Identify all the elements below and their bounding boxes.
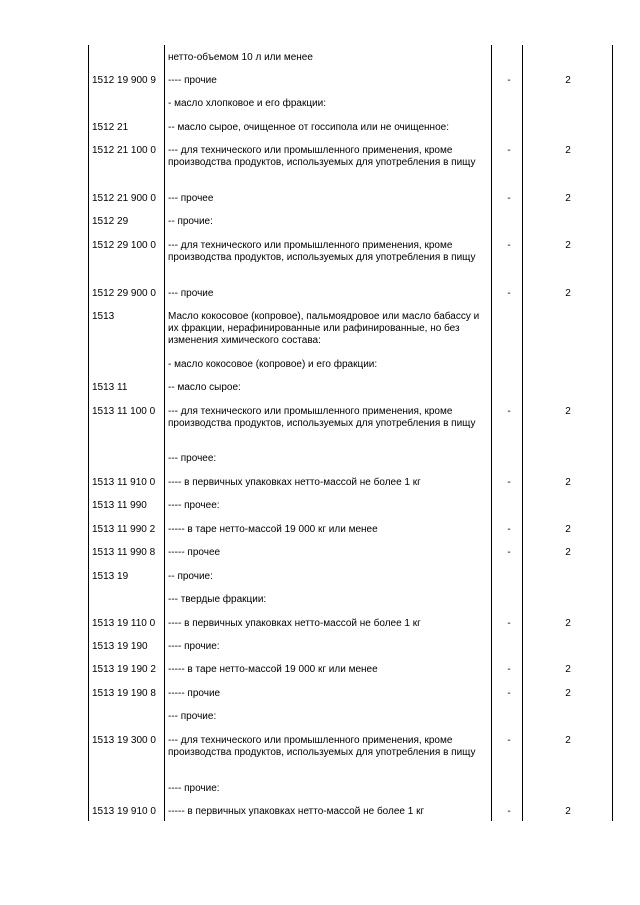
row-rate: 2 <box>565 75 571 86</box>
row-description: Масло кокосовое (копровое), пальмоядровое или масло бабассу и их фракции, нерафинированные или рафинированные, но без изменения химического состава: <box>168 311 480 346</box>
row-unit: - <box>507 75 511 86</box>
row-code: 1513 19 <box>92 571 129 582</box>
row-code: 1512 19 900 9 <box>92 75 156 86</box>
row-code: 1513 19 190 2 <box>92 664 156 675</box>
row-rate: 2 <box>565 688 571 699</box>
row-rate: 2 <box>565 664 571 675</box>
row-description: -- масло сырое: <box>168 382 241 393</box>
row-description: ----- в таре нетто-массой 19 000 кг или менее <box>168 524 378 535</box>
row-code: 1513 11 910 0 <box>92 477 156 488</box>
row-rate: 2 <box>565 477 571 488</box>
table-border-right <box>612 45 613 821</box>
row-description: --- прочие: <box>168 711 217 722</box>
row-description: -- масло сырое, очищенное от госсипола или не очищенное: <box>168 122 449 133</box>
row-rate: 2 <box>565 240 571 251</box>
row-unit: - <box>507 806 511 817</box>
row-description: --- для технического или промышленного применения, кроме производства продуктов, используемых для употребления в пищу <box>168 240 476 263</box>
row-description: ---- прочие: <box>168 783 220 794</box>
row-code: 1513 11 <box>92 382 128 393</box>
row-code: 1513 11 990 8 <box>92 547 156 558</box>
row-code: 1512 29 <box>92 216 129 227</box>
row-unit: - <box>507 193 511 204</box>
row-description: --- для технического или промышленного применения, кроме производства продуктов, используемых для употребления в пищу <box>168 735 476 758</box>
row-description: нетто-объемом 10 л или менее <box>168 52 313 63</box>
table-border-desc <box>491 45 492 821</box>
row-rate: 2 <box>565 618 571 629</box>
row-rate: 2 <box>565 145 571 156</box>
row-description: ----- в первичных упаковках нетто-массой не более 1 кг <box>168 806 425 817</box>
row-code: 1513 19 190 8 <box>92 688 156 699</box>
row-description: ---- в первичных упаковках нетто-массой не более 1 кг <box>168 477 421 488</box>
row-code: 1513 11 100 0 <box>92 406 156 417</box>
row-description: ---- прочее: <box>168 500 220 511</box>
row-description: ---- в первичных упаковках нетто-массой не более 1 кг <box>168 618 421 629</box>
row-unit: - <box>507 240 511 251</box>
row-code: 1513 11 990 2 <box>92 524 156 535</box>
row-description: - масло хлопковое и его фракции: <box>168 98 327 109</box>
row-description: ---- прочие <box>168 75 217 86</box>
row-code: 1513 19 110 0 <box>92 618 156 629</box>
row-rate: 2 <box>565 547 571 558</box>
row-unit: - <box>507 406 511 417</box>
row-code: 1512 21 900 0 <box>92 193 156 204</box>
row-description: --- для технического или промышленного применения, кроме производства продуктов, используемых для употребления в пищу <box>168 145 476 168</box>
row-description: ----- прочее <box>168 547 221 558</box>
row-unit: - <box>507 688 511 699</box>
row-description: --- прочее: <box>168 453 217 464</box>
row-description: --- твердые фракции: <box>168 594 267 605</box>
row-unit: - <box>507 145 511 156</box>
row-code: 1513 19 300 0 <box>92 735 156 746</box>
row-rate: 2 <box>565 735 571 746</box>
table-border-unit <box>522 45 523 821</box>
row-description: - масло кокосовое (копровое) и его фракции: <box>168 359 378 370</box>
row-unit: - <box>507 477 511 488</box>
row-description: --- прочее <box>168 193 214 204</box>
row-description: ----- прочие <box>168 688 221 699</box>
row-description: ----- в таре нетто-массой 19 000 кг или менее <box>168 664 378 675</box>
table-border-left <box>88 45 89 821</box>
row-unit: - <box>507 664 511 675</box>
row-code: 1513 <box>92 311 115 322</box>
row-description: --- прочие <box>168 288 214 299</box>
row-unit: - <box>507 618 511 629</box>
table-border-code <box>164 45 165 821</box>
row-unit: - <box>507 524 511 535</box>
row-code: 1513 19 910 0 <box>92 806 156 817</box>
row-code: 1513 19 190 <box>92 641 148 652</box>
row-description: ---- прочие: <box>168 641 220 652</box>
row-code: 1512 29 100 0 <box>92 240 156 251</box>
row-rate: 2 <box>565 524 571 535</box>
row-code: 1512 21 <box>92 122 129 133</box>
row-description: -- прочие: <box>168 571 213 582</box>
row-unit: - <box>507 288 511 299</box>
row-description: -- прочие: <box>168 216 213 227</box>
row-code: 1512 29 900 0 <box>92 288 156 299</box>
row-code: 1512 21 100 0 <box>92 145 156 156</box>
row-unit: - <box>507 547 511 558</box>
row-description: --- для технического или промышленного применения, кроме производства продуктов, используемых для употребления в пищу <box>168 406 476 429</box>
row-rate: 2 <box>565 406 571 417</box>
row-rate: 2 <box>565 288 571 299</box>
row-unit: - <box>507 735 511 746</box>
row-rate: 2 <box>565 806 571 817</box>
row-rate: 2 <box>565 193 571 204</box>
row-code: 1513 11 990 <box>92 500 147 511</box>
